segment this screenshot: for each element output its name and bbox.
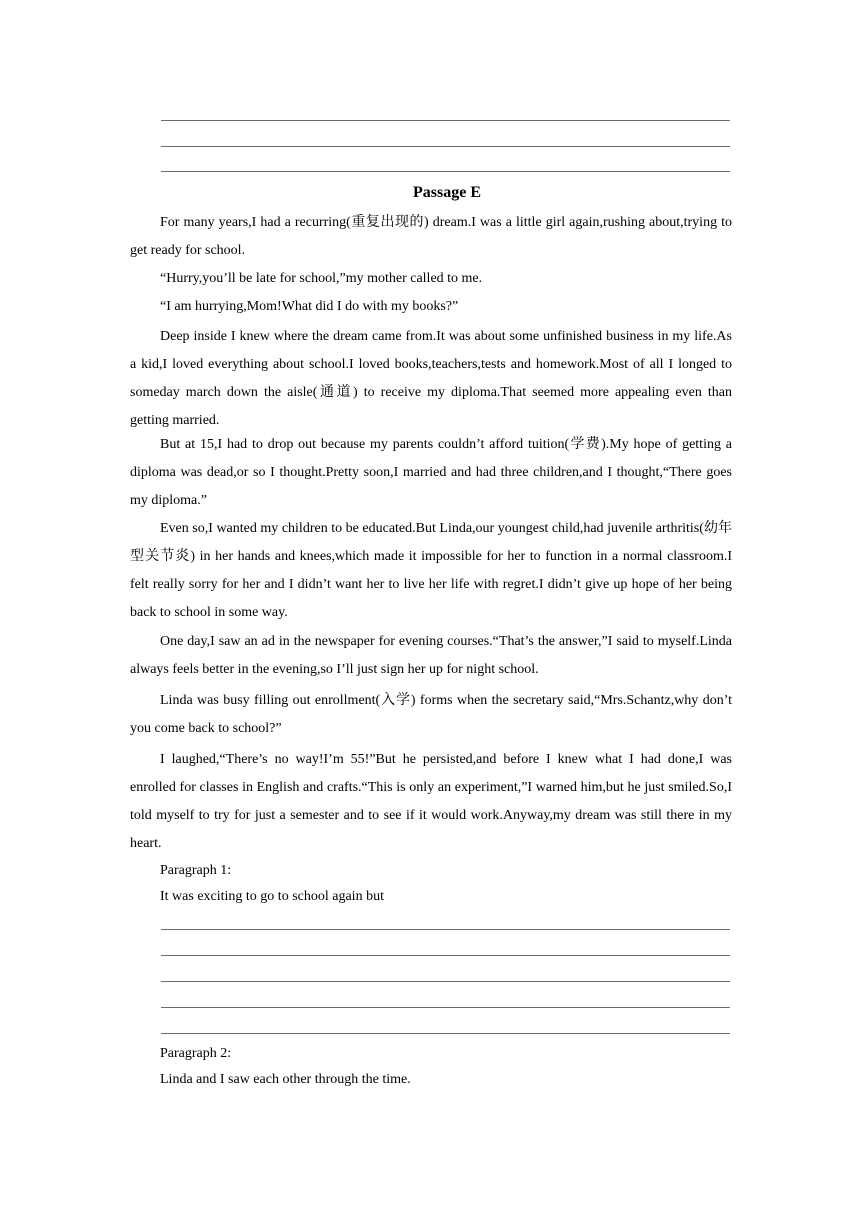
- passage-paragraph: One day,I saw an ad in the newspaper for evening courses.“That’s the answer,”I said to myself.Linda always feels better in the evening,so I’ll just sign her up for night school.: [130, 634, 732, 677]
- writing-line: [161, 146, 730, 147]
- passage-paragraph: But at 15,I had to drop out because my parents couldn’t afford tuition(学费).My hope of getting a diploma was dead,or so I thought.Pretty soon,I married and had three children,and I thought,“There goes my diploma.”: [130, 437, 732, 508]
- paragraph1-start: It was exciting to go to school again but: [160, 889, 384, 904]
- passage-title: Passage E: [413, 184, 481, 201]
- writing-line: [161, 1007, 730, 1008]
- writing-line: [161, 981, 730, 982]
- writing-line: [161, 929, 730, 930]
- writing-line: [161, 1033, 730, 1034]
- paragraph1-label: Paragraph 1:: [160, 863, 232, 878]
- passage-paragraph: For many years,I had a recurring(重复出现的) dream.I was a little girl again,rushing about,trying to get ready for school.: [130, 215, 732, 258]
- passage-paragraph: “Hurry,you’ll be late for school,”my mother called to me.: [160, 271, 483, 286]
- paragraph2-label: Paragraph 2:: [160, 1046, 232, 1061]
- passage-paragraph: Even so,I wanted my children to be educated.But Linda,our youngest child,had juvenile arthritis(幼年型关节炎) in her hands and knees,which made it impossible for her to function in a normal classroom.I felt really sorry for her and I didn’t want her to live her life with regret.I didn’t give up hope of her being back to school in some way.: [130, 521, 732, 620]
- paragraph2-start: Linda and I saw each other through the time.: [160, 1072, 411, 1087]
- writing-line: [161, 120, 730, 121]
- passage-paragraph: Linda was busy filling out enrollment(入学) forms when the secretary said,“Mrs.Schantz,why don’t you come back to school?”: [130, 693, 732, 736]
- passage-paragraph: I laughed,“There’s no way!I’m 55!”But he persisted,and before I knew what I had done,I was enrolled for classes in English and crafts.“This is only an experiment,”I warned him,but he just smiled.So,I told myself to try for just a semester and to see if it would work.Anyway,my dream was still there in my heart.: [130, 752, 732, 851]
- passage-paragraph: “I am hurrying,Mom!What did I do with my books?”: [160, 299, 459, 314]
- writing-line: [161, 955, 730, 956]
- passage-paragraph: Deep inside I knew where the dream came from.It was about some unfinished business in my life.As a kid,I loved everything about school.I loved books,teachers,tests and homework.Most of all I longed to someday march down the aisle(通道) to receive my diploma.That seemed more appealing even than getting married.: [130, 329, 732, 428]
- writing-line: [161, 171, 730, 172]
